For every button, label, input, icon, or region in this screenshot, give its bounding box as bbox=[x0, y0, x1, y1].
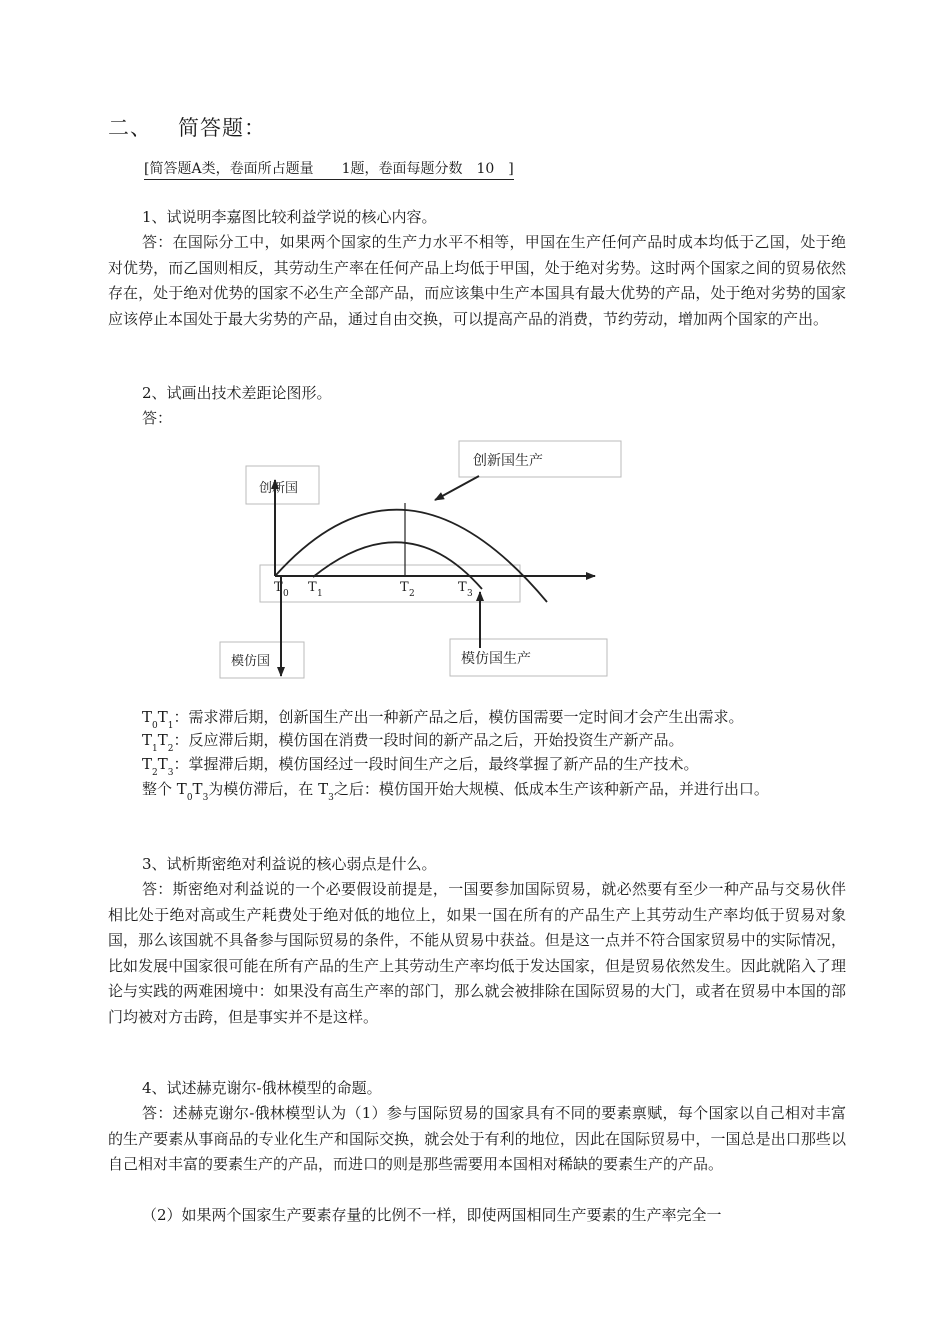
tick-t2 bbox=[400, 580, 415, 599]
tick-t0-sub: 0 bbox=[283, 589, 289, 599]
innovator-production-arrow bbox=[435, 476, 479, 500]
legend-2-a-sub: 1 bbox=[152, 744, 158, 754]
section-heading bbox=[108, 112, 266, 142]
legend-1-a: T bbox=[142, 708, 153, 726]
tick-t1 bbox=[308, 580, 323, 599]
whole-lag-a: T bbox=[176, 780, 187, 798]
tick-t3-main: T bbox=[458, 580, 467, 595]
legend-1-b-sub: 1 bbox=[167, 721, 174, 731]
q2-question: 2、试画出技术差距论图形。 bbox=[142, 384, 332, 402]
legend-line-3 bbox=[142, 753, 699, 778]
question-type-tagline: [简答题A类，卷面所占题量 1题，卷面每题分数 10 ] bbox=[144, 158, 514, 180]
q1-question: 1、试说明李嘉图比较利益学说的核心内容。 bbox=[142, 208, 437, 226]
legend-3-text: ：掌握滞后期，模仿国经过一段时间生产之后，最终掌握了新产品的生产技术。 bbox=[173, 755, 699, 773]
whole-lag-b-sub: 3 bbox=[202, 793, 209, 803]
legend-2-b-sub: 2 bbox=[167, 744, 174, 754]
tick-t2-main: T bbox=[400, 580, 409, 595]
q4-answer-part2: （2）如果两个国家生产要素存量的比例不一样，即使两国相同生产要素的生产率完全一 bbox=[142, 1206, 722, 1224]
q1-answer: 答：在国际分工中，如果两个国家的生产力水平不相等，甲国在生产任何产品时成本均低于乙国，处于绝对优势，而乙国则相反，其劳动生产率在任何产品上均低于甲国，处于绝对劣势。这时两个国家之间的贸易依然存在，处于绝对优势的国家不必生产全部产品，而应该集中生产本国具有最大优势的产品，处于绝对劣势的国家应该停止本国处于最大劣势的产品，通过自由交换，可以提高产品的消费，节约劳动，增加两个国家的产出。 bbox=[108, 233, 846, 328]
imitator-axis-label: 模仿国 bbox=[231, 654, 271, 669]
whole-lag-mid: 为模仿滞后，在 bbox=[208, 780, 314, 798]
whole-lag-paragraph bbox=[108, 777, 846, 806]
section-title: 简答题： bbox=[178, 116, 266, 140]
q4-question: 4、试述赫克谢尔-俄林模型的命题。 bbox=[142, 1079, 382, 1097]
tick-t1-main: T bbox=[308, 580, 317, 595]
whole-lag-c-sub: 3 bbox=[328, 793, 334, 803]
q3-question: 3、试析斯密绝对利益说的核心弱点是什么。 bbox=[142, 855, 437, 873]
section-number: 二、 bbox=[108, 116, 152, 140]
legend-3-b: T bbox=[157, 755, 168, 773]
legend-line-2 bbox=[142, 729, 684, 754]
legend-1-text: ：需求滞后期，创新国生产出一种新产品之后，模仿国需要一定时间才会产生出需求。 bbox=[173, 708, 744, 726]
tick-t3-sub: 3 bbox=[467, 589, 473, 599]
legend-3-a: T bbox=[142, 755, 153, 773]
q4-answer: 答：述赫克谢尔-俄林模型认为（1）参与国际贸易的国家具有不同的要素禀赋，每个国家以自己相对丰富的生产要素从事商品的专业化生产和国际交换，就会处于有利的地位，因此在国际贸易中，一国总是出口那些以自己相对丰富的要素生产的产品，而进口的则是那些需要用本国相对稀缺的要素生产的产品。 bbox=[108, 1104, 846, 1173]
legend-2-text: ：反应滞后期，模仿国在消费一段时间的新产品之后，开始投资生产新产品。 bbox=[173, 731, 684, 749]
imitator-production-label: 模仿国生产 bbox=[461, 651, 531, 667]
q3-answer: 答：斯密绝对利益说的一个必要假设前提是，一国要参加国际贸易，就必然要有至少一种产品与交易伙伴相比处于绝对高或生产耗费处于绝对低的地位上，如果一国在所有的产品生产上其劳动生产率均低于贸易对象国，那么该国就不具备参与国际贸易的条件，不能从贸易中获益。但是这一点并不符合国家贸易中的实际情况，比如发展中国家很可能在所有产品的生产上其劳动生产率均低于发达国家，但是贸易依然发生。因此就陷入了理论与实践的两难困境中：如果没有高生产率的部门，那么就会被排除在国际贸易的大门，或者在贸易中本国的部门均被对方击跨，但是事实并不是这样。 bbox=[108, 880, 846, 1026]
legend-2-a: T bbox=[142, 731, 153, 749]
tick-t3 bbox=[458, 580, 473, 599]
tick-t1-sub: 1 bbox=[317, 589, 323, 599]
tick-t0-main: T bbox=[274, 580, 283, 595]
whole-lag-c: T bbox=[318, 780, 329, 798]
whole-lag-b: T bbox=[192, 780, 203, 798]
legend-1-b: T bbox=[157, 708, 168, 726]
legend-1-a-sub: 0 bbox=[152, 721, 158, 731]
whole-lag-suffix: 之后：模仿国开始大规模、低成本生产该种新产品，并进行出口。 bbox=[333, 780, 769, 798]
whole-lag-prefix: 整个 bbox=[142, 780, 173, 798]
innovator-axis-label: 创新国 bbox=[259, 481, 299, 496]
imitator-consumption-curve bbox=[313, 542, 482, 589]
innovator-production-label: 创新国生产 bbox=[473, 453, 543, 469]
whole-lag-a-sub: 0 bbox=[186, 793, 193, 803]
tick-t2-sub: 2 bbox=[409, 589, 415, 599]
legend-line-1 bbox=[142, 706, 744, 731]
legend-3-a-sub: 2 bbox=[152, 768, 158, 778]
technology-gap-diagram bbox=[215, 436, 635, 686]
legend-2-b: T bbox=[157, 731, 168, 749]
legend-3-b-sub: 3 bbox=[167, 768, 174, 778]
q2-answer-label: 答： bbox=[142, 409, 173, 427]
